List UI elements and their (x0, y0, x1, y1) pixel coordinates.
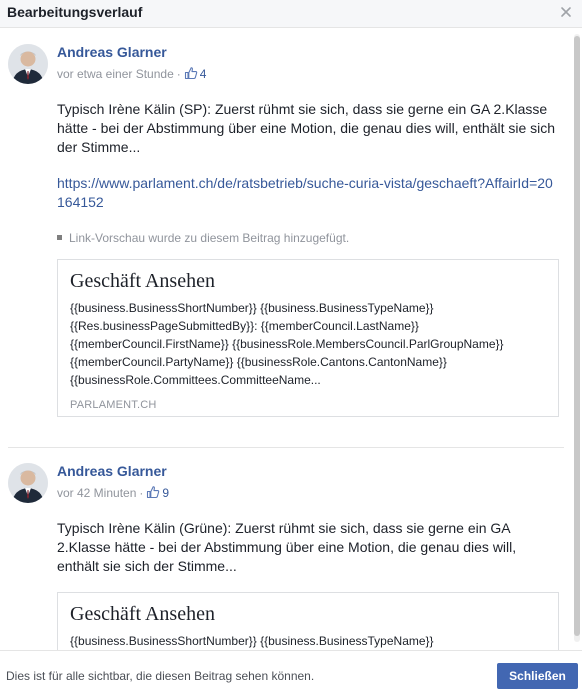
dialog-header (0, 0, 582, 28)
scrollbar-thumb[interactable] (574, 36, 580, 636)
post-meta: vor 42 Minuten · 9 (57, 486, 170, 500)
card-description (70, 632, 546, 650)
history-list (0, 28, 574, 650)
like-count[interactable]: 9 (162, 486, 170, 500)
post-timestamp[interactable]: vor etwa einer Stunde (57, 67, 174, 81)
card-domain: PARLAMENT.CH (70, 399, 157, 411)
card-desc-line: {{Res.businessPageSubmittedBy}}: {{memberCouncil.LastName}} (70, 319, 419, 333)
dialog-title: Bearbeitungsverlauf (7, 4, 143, 20)
link-preview-notice (57, 231, 349, 245)
avatar[interactable] (8, 463, 48, 503)
link-preview-card[interactable] (57, 592, 559, 650)
close-button[interactable]: Schließen (497, 663, 578, 689)
thumbs-up-icon (184, 66, 198, 80)
close-icon[interactable] (559, 5, 573, 19)
card-title: Geschäft Ansehen (70, 270, 215, 292)
thumbs-up-icon (146, 485, 160, 499)
visibility-info: Dies ist für alle sichtbar, die diesen Beitrag sehen können. (6, 669, 315, 683)
entry-divider (8, 447, 564, 448)
dialog-footer (0, 650, 582, 693)
link-preview-card[interactable] (57, 259, 559, 417)
author-name[interactable]: Andreas Glarner (57, 463, 167, 479)
card-desc-line: {{business.BusinessShortNumber}} {{business.BusinessTypeName}} (70, 634, 434, 648)
card-desc-line: {{business.BusinessShortNumber}} {{business.BusinessTypeName}} (70, 301, 434, 315)
card-desc-line: {{businessRole.Committees.CommitteeName... (70, 373, 321, 387)
like-count[interactable]: 4 (199, 67, 207, 81)
bullet-icon (57, 235, 62, 240)
card-desc-line: {{memberCouncil.PartyName}} {{businessRole.Cantons.CantonName}} (70, 355, 447, 369)
card-title: Geschäft Ansehen (70, 603, 215, 625)
author-name[interactable]: Andreas Glarner (57, 44, 167, 60)
post-text: Typisch Irène Kälin (Grüne): Zuerst rühmt sie sich, dass sie gerne ein GA 2.Klasse hätte - bei der Abstimmung über eine Motion, die genau dies will, enthält sie sich der Stimme... (57, 520, 517, 574)
avatar[interactable] (8, 44, 48, 84)
card-description (70, 299, 546, 389)
post-meta: vor etwa einer Stunde · 4 (57, 67, 207, 81)
post-link[interactable]: https://www.parlament.ch/de/ratsbetrieb/suche-curia-vista/geschaeft?AffairId=20164152 (57, 175, 553, 210)
post-text: Typisch Irène Kälin (SP): Zuerst rühmt sie sich, dass sie gerne ein GA 2.Klasse hätte - bei der Abstimmung über eine Motion, die genau dies will, enthält sie sich der Stimme... (57, 101, 556, 155)
scrollbar[interactable] (574, 34, 580, 642)
notice-text: Link-Vorschau wurde zu diesem Beitrag hinzugefügt. (69, 231, 350, 245)
post-timestamp[interactable]: vor 42 Minuten (57, 486, 137, 500)
card-desc-line: {{memberCouncil.FirstName}} {{businessRole.MembersCouncil.ParlGroupName}} (70, 337, 504, 351)
